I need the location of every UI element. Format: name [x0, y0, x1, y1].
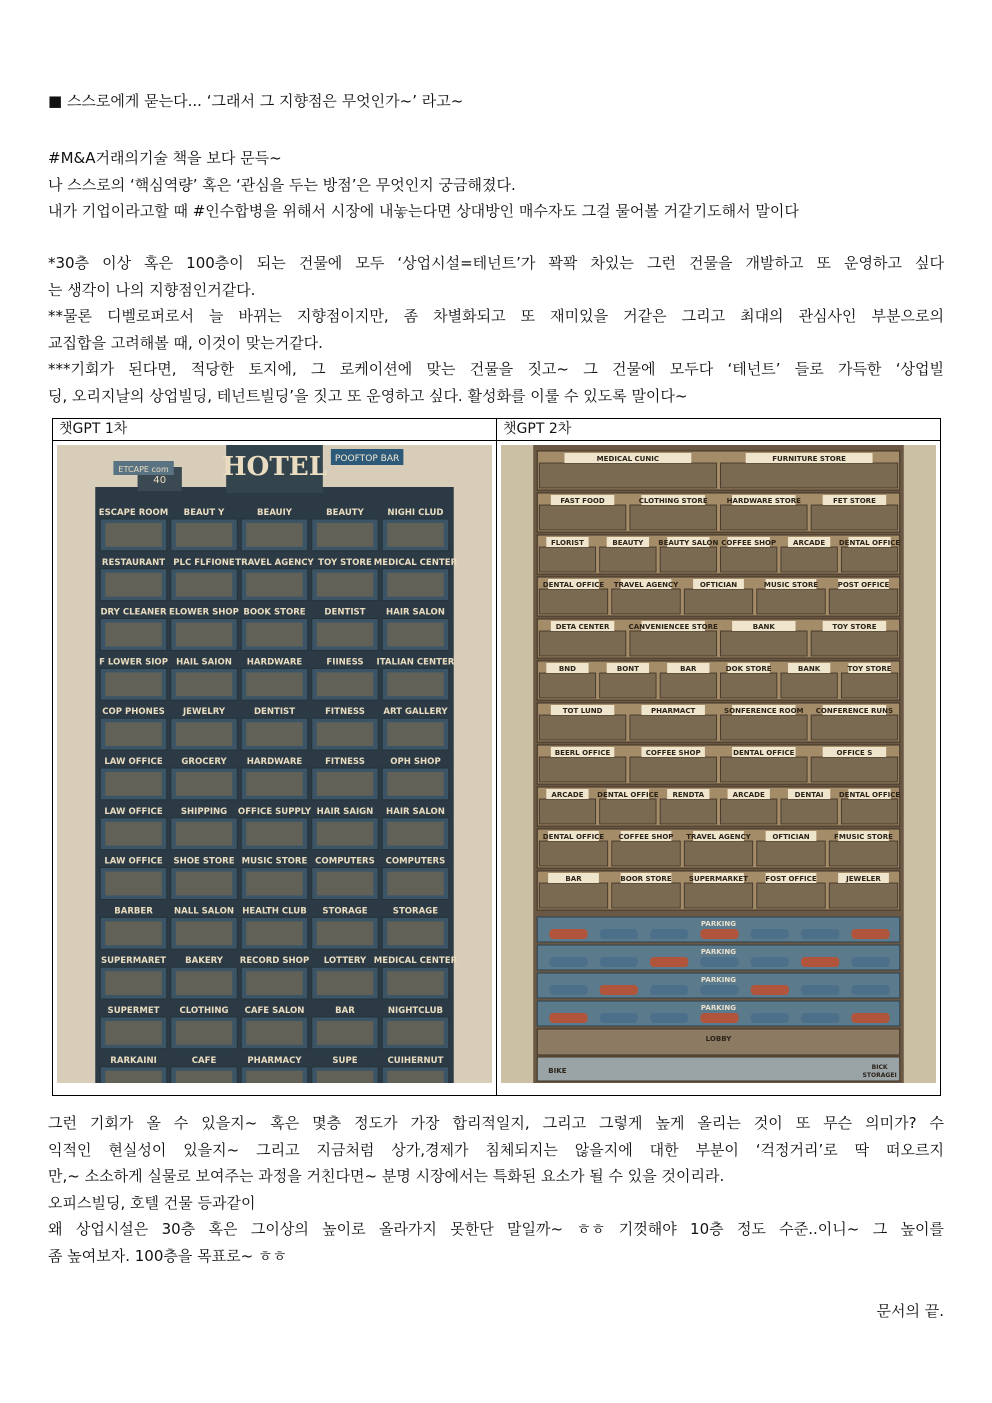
shop-room — [721, 757, 808, 782]
shop-interior — [387, 872, 443, 896]
shop-sign: CLOTHING — [179, 1006, 229, 1016]
shop-sign: FITNESS — [325, 757, 365, 767]
shop-interior — [105, 921, 161, 945]
shop-sign: RARKAINI — [110, 1055, 157, 1066]
outro-line: 익적인 현실성이 있을지~ 그리고 지금처럼 상가,경제가 침체되지는 않을지에 대한 부분이 ‘걱정거리’로 딱 떠오르지 — [48, 1140, 944, 1159]
shop-room — [829, 841, 897, 866]
col2-header: 챗GPT 2차 — [497, 419, 941, 441]
shop-sign: JEWELER — [846, 874, 881, 883]
shop-sign: LAW OFFICE — [104, 757, 163, 767]
shop-interior — [176, 573, 232, 597]
shop-interior — [176, 523, 232, 547]
shop-interior — [246, 971, 302, 995]
shop-sign: HAIR SAIGN — [316, 806, 374, 817]
escape-sign: ETCAPE com — [118, 465, 169, 474]
shop-interior — [387, 1021, 443, 1045]
notes-line: *30층 이상 혹은 100층이 되는 건물에 모두 ‘상업시설=테넌트’가 꽉꽉 차있는 그런 건물을 개발하고 또 운영하고 싶다 — [48, 254, 944, 272]
shop-room — [630, 505, 717, 530]
shop-sign: TRAVEL AGENCY — [686, 832, 751, 841]
car — [549, 985, 587, 995]
shop-sign: COFFEE SHOP — [721, 538, 777, 547]
shop-sign: NIGHI CLUD — [387, 508, 444, 518]
shop-room — [600, 547, 656, 572]
shop-interior — [246, 921, 302, 945]
shop-sign: BEAUTY — [612, 538, 644, 547]
shop-sign: BND — [558, 664, 577, 673]
shop-sign: LAW OFFICE — [104, 806, 163, 817]
shop-sign: ARCADE — [551, 790, 584, 799]
shop-interior — [317, 921, 373, 945]
shop-sign: NIGHTCLUB — [387, 1006, 444, 1016]
shop-interior — [176, 872, 232, 896]
shop-interior — [387, 1071, 443, 1083]
shop-interior — [105, 822, 161, 846]
shop-sign: TOY STORE — [832, 622, 877, 631]
shop-interior — [105, 1021, 161, 1045]
shop-sign: FURNITURE STORE — [772, 454, 847, 463]
shop-interior — [387, 921, 443, 945]
shop-sign: FET STORE — [832, 496, 876, 505]
shop-room — [630, 715, 717, 740]
shop-sign: OFFICE S — [836, 748, 873, 757]
shop-room — [757, 841, 825, 866]
shop-interior — [246, 1021, 302, 1045]
shop-room — [612, 589, 680, 614]
shop-sign: SUPERMARET — [100, 956, 167, 967]
notes-line: 교집합을 고려해볼 때, 이것이 맞는거같다. — [48, 333, 323, 352]
shop-sign: BAKERY — [185, 956, 223, 967]
shop-room — [539, 799, 595, 824]
shop-interior — [246, 822, 302, 846]
image1-cell — [53, 441, 497, 1096]
shop-interior — [105, 523, 161, 547]
shop-sign: HAIL SAION — [176, 657, 232, 668]
shop-room — [757, 589, 825, 614]
shop-sign: BEAUTY — [326, 508, 364, 518]
car — [700, 1013, 738, 1023]
car — [549, 929, 587, 939]
shop-interior — [105, 971, 161, 995]
car — [751, 1013, 789, 1023]
car — [801, 1013, 839, 1023]
shop-room — [811, 505, 898, 530]
shop-sign: LOTTERY — [323, 956, 367, 967]
shop-sign: HARDWARE — [246, 657, 303, 668]
shop-sign: BONT — [616, 664, 639, 673]
intro-paragraph — [48, 145, 944, 225]
lobby-sign: LOBBY — [705, 1034, 732, 1043]
car — [700, 957, 738, 967]
shop-sign: COFFEE SHOP — [618, 832, 674, 841]
notes-line: **물론 디벨로퍼로서 늘 바뀌는 지향점이지만, 좀 차별화되고 또 재미있을 거같은 그리고 최대의 관심사인 부분으로의 — [48, 307, 944, 325]
intro-line: 나 스스로의 ‘핵심역량’ 혹은 ‘관심을 두는 방점’은 무엇인지 궁금해졌다. — [48, 175, 516, 194]
shop-sign: SONFERENCE ROOM — [724, 706, 804, 715]
shop-sign: CANVENIENCEE STORE — [628, 622, 718, 631]
shop-room — [539, 673, 595, 698]
shop-room — [539, 589, 607, 614]
shop-room — [721, 547, 777, 572]
shop-room — [539, 883, 607, 908]
shop-room — [684, 883, 752, 908]
shop-sign: MEDICAL CENTER — [373, 557, 458, 568]
shop-room — [612, 883, 680, 908]
shop-sign: MEDICAL CENTER — [373, 956, 458, 967]
shop-sign: SHIPPING — [180, 806, 228, 817]
car — [600, 929, 638, 939]
comparison-table — [52, 418, 941, 1096]
shop-interior — [246, 672, 302, 696]
shop-sign: SUPERMARKET — [688, 874, 749, 883]
shop-sign: PHARMACT — [651, 706, 696, 715]
shop-room — [757, 883, 825, 908]
car — [650, 957, 688, 967]
shop-room — [721, 799, 777, 824]
shop-room — [781, 673, 837, 698]
shop-interior — [387, 672, 443, 696]
shop-sign: CAFE — [191, 1055, 217, 1066]
shop-sign: COP PHONES — [102, 707, 165, 718]
parking-sign: PARKING — [700, 947, 737, 956]
car — [700, 985, 738, 995]
shop-sign: PLC FLFIONE — [173, 557, 235, 568]
car — [600, 1013, 638, 1023]
shop-room — [539, 715, 626, 740]
bike-level — [537, 1057, 900, 1081]
shop-sign: FAST FOOD — [560, 496, 605, 505]
shop-sign: CONFERENCE RUNS — [815, 706, 894, 715]
parking-sign: PARKING — [700, 1003, 737, 1012]
shop-sign: MUSIC STORE — [241, 856, 308, 867]
outro-line: 만,~ 소소하게 실물로 보여주는 과정을 거친다면~ 분명 시장에서는 특화된 요소가 될 수 있을 것이리라. — [48, 1167, 725, 1185]
shop-sign: DOK STORE — [725, 664, 772, 673]
car — [801, 985, 839, 995]
shop-sign: TOY STORE — [318, 557, 372, 568]
shop-room — [841, 799, 897, 824]
shop-interior — [176, 1071, 232, 1083]
col1-header: 챗GPT 1차 — [53, 419, 497, 441]
shop-room — [539, 547, 595, 572]
shop-interior — [246, 872, 302, 896]
shop-interior — [317, 722, 373, 746]
shop-room — [721, 715, 808, 740]
shop-sign: SHOE STORE — [173, 856, 235, 867]
car — [700, 929, 738, 939]
shop-room — [630, 757, 717, 782]
shop-room — [539, 841, 607, 866]
shop-interior — [246, 722, 302, 746]
shop-sign: CUIHERNUT — [387, 1055, 444, 1066]
shop-sign: LAW OFFICE — [104, 856, 163, 867]
shop-interior — [176, 672, 232, 696]
shop-sign: DENTAL OFFICE — [542, 580, 605, 589]
shop-room — [660, 673, 716, 698]
shop-room — [600, 673, 656, 698]
notes-paragraph — [48, 250, 944, 409]
shop-sign: GROCERY — [181, 757, 227, 767]
shop-sign: STORAGE — [392, 906, 439, 917]
parking-sign: PARKING — [700, 975, 737, 984]
shop-sign: OFTICIAN — [699, 580, 738, 589]
notes-line: 딩, 오리지날의 상업빌딩, 테넌트빌딩’을 짓고 또 운영하고 싶다. 활성화를 이룰 수 있도록 말이다~ — [48, 386, 688, 405]
shop-sign: POST OFFICE — [837, 580, 890, 589]
shop-sign: HARDWARE STORE — [726, 496, 801, 505]
shop-interior — [317, 623, 373, 647]
shop-sign: COMPUTERS — [315, 856, 375, 867]
shop-interior — [246, 573, 302, 597]
shop-sign: DETA CENTER — [555, 622, 610, 631]
shop-sign: DENTAL OFFICE — [597, 790, 659, 799]
shop-sign: BEERL OFFICE — [554, 748, 611, 757]
shop-room — [841, 673, 897, 698]
shop-interior — [176, 822, 232, 846]
shop-interior — [105, 1071, 161, 1083]
car — [851, 1013, 889, 1023]
shop-room — [781, 547, 837, 572]
shop-interior — [105, 772, 161, 796]
car — [851, 929, 889, 939]
tower-image-1 — [57, 445, 492, 1083]
shop-sign: NALL SALON — [174, 906, 234, 917]
shop-sign: MUSIC STORE — [763, 580, 819, 589]
shop-sign: BANK — [752, 622, 775, 631]
shop-sign: TOT LUND — [562, 706, 603, 715]
shop-sign: DRY CLEANER — [100, 607, 167, 618]
shop-interior — [387, 523, 443, 547]
shop-room — [539, 757, 626, 782]
shop-room — [811, 715, 898, 740]
shop-sign: BARBER — [114, 906, 153, 917]
shop-interior — [387, 971, 443, 995]
shop-sign: STORAGE — [322, 906, 368, 917]
car — [751, 929, 789, 939]
shop-room — [781, 799, 837, 824]
shop-interior — [176, 971, 232, 995]
outro-paragraph — [48, 1110, 944, 1269]
shop-interior — [105, 623, 161, 647]
shop-sign: SUPE — [332, 1055, 358, 1066]
shop-interior — [387, 772, 443, 796]
car — [751, 957, 789, 967]
bike-storage-sign: BICK — [871, 1064, 888, 1071]
car — [801, 957, 839, 967]
shop-sign: FOST OFFICE — [765, 874, 817, 883]
document-end: 문서의 끝. — [876, 1302, 944, 1320]
shop-room — [630, 631, 717, 656]
shop-interior — [105, 722, 161, 746]
shop-interior — [317, 1021, 373, 1045]
shop-sign: FIINESS — [326, 657, 364, 668]
shop-sign: RECORD SHOP — [239, 956, 310, 967]
shop-sign: BEAUT Y — [183, 508, 225, 518]
notes-line: ***기회가 된다면, 적당한 토지에, 그 로케이션에 맞는 건물을 짓고~ 그 건물에 모두다 ‘테넌트’ 들로 가득한 ‘상업빌 — [48, 360, 944, 378]
shop-sign: DENTAL OFFICE — [542, 832, 605, 841]
shop-sign: HEALTH CLUB — [242, 906, 307, 917]
bike-storage-sign: STORAGEI — [862, 1072, 897, 1079]
shop-interior — [246, 523, 302, 547]
shop-room — [841, 547, 897, 572]
shop-sign: JEWELRY — [182, 707, 226, 718]
shop-sign: ART GALLERY — [383, 707, 448, 718]
car — [549, 957, 587, 967]
car — [650, 1013, 688, 1023]
shop-interior — [105, 573, 161, 597]
shop-sign: ESCAPE ROOM — [98, 508, 169, 518]
shop-sign: PHARMACY — [247, 1055, 302, 1066]
shop-sign: ELOWER SHOP — [169, 607, 239, 618]
shop-interior — [246, 623, 302, 647]
shop-sign: DENTIST — [324, 607, 366, 618]
car — [600, 985, 638, 995]
car — [751, 985, 789, 995]
shop-interior — [317, 772, 373, 796]
shop-interior — [387, 822, 443, 846]
parking-sign: PARKING — [700, 919, 737, 928]
car — [801, 929, 839, 939]
shop-interior — [317, 872, 373, 896]
shop-room — [721, 673, 777, 698]
shop-sign: ARCADE — [732, 790, 765, 799]
image2-cell — [497, 441, 941, 1096]
shop-sign: BANK — [798, 664, 821, 673]
tower-image-2 — [501, 445, 936, 1083]
shop-sign: HARDWARE — [246, 757, 303, 767]
shop-sign: BAR — [335, 1006, 355, 1016]
intro-line: #M&A거래의기술 책을 보다 문득~ — [48, 149, 282, 167]
shop-sign: FITNESS — [325, 707, 365, 718]
shop-sign: HAIR SALON — [386, 806, 445, 817]
shop-sign: RESTAURANT — [101, 557, 166, 568]
shop-room — [539, 631, 626, 656]
shop-interior — [317, 523, 373, 547]
shop-sign: OFFICE SUPPLY — [237, 806, 312, 817]
shop-interior — [176, 722, 232, 746]
shop-interior — [176, 1021, 232, 1045]
intro-line: 내가 기업이라고할 때 #인수합병을 위해서 시장에 내놓는다면 상대방인 매수자도 그걸 물어볼 거같기도해서 말이다 — [48, 202, 799, 220]
shop-room — [721, 463, 898, 488]
shop-sign: BAR — [565, 874, 582, 883]
shop-room — [721, 631, 808, 656]
shop-sign: BEAUTY SALON — [658, 538, 719, 547]
shop-sign: FLORIST — [550, 538, 584, 547]
shop-room — [684, 841, 752, 866]
car — [650, 929, 688, 939]
shop-room — [829, 883, 897, 908]
shop-interior — [176, 623, 232, 647]
outro-line: 오피스빌딩, 호텔 건물 등과같이 — [48, 1193, 256, 1212]
shop-interior — [176, 921, 232, 945]
shop-sign: HAIR SALON — [386, 607, 445, 618]
shop-sign: BEAUIY — [256, 508, 293, 518]
heading: ■ 스스로에게 묻는다... ‘그래서 그 지향점은 무엇인가~’ 라고~ — [48, 92, 464, 110]
shop-room — [539, 463, 716, 488]
shop-sign: TRAVEL AGENCY — [235, 557, 314, 568]
outro-line: 그런 기회가 올 수 있을지~ 혹은 몇층 정도가 가장 합리적일지, 그리고 그렇게 높게 올리는 것이 또 무슨 의미가? 수 — [48, 1114, 944, 1132]
shop-sign: ITALIAN CENTER — [376, 657, 455, 668]
shop-room — [660, 799, 716, 824]
shop-interior — [105, 872, 161, 896]
shop-sign: SUPERMET — [107, 1006, 160, 1016]
shop-sign: DENTIST — [253, 707, 296, 718]
shop-interior — [246, 772, 302, 796]
car — [600, 957, 638, 967]
shop-interior — [317, 1071, 373, 1083]
shop-sign: BOOK STORE — [243, 607, 306, 618]
shop-sign: FMUSIC STORE — [834, 832, 893, 841]
rooftop-bar-sign: POOFTOP BAR — [334, 454, 400, 464]
car — [549, 1013, 587, 1023]
shop-interior — [387, 623, 443, 647]
bike-sign: BIKE — [548, 1066, 567, 1075]
shop-sign: OPH SHOP — [390, 757, 441, 767]
shop-sign: DENTAL OFFICE — [733, 748, 795, 757]
shop-room — [612, 841, 680, 866]
shop-sign: BAR — [680, 664, 697, 673]
shop-sign: TOY STORE — [847, 664, 892, 673]
car — [851, 985, 889, 995]
shop-interior — [105, 672, 161, 696]
shop-sign: DENTAL OFFICE — [838, 790, 901, 799]
shop-room — [721, 505, 808, 530]
shop-room — [600, 799, 656, 824]
shop-interior — [387, 722, 443, 746]
shop-interior — [387, 573, 443, 597]
car — [851, 957, 889, 967]
outro-line: 왜 상업시설은 30층 혹은 그이상의 높이로 올라가지 못한단 말일까~ ㅎㅎ 기껏해야 10층 정도 수준..이니~ 그 높이를 — [48, 1220, 944, 1238]
shop-sign: OFTICIAN — [772, 832, 810, 841]
shop-interior — [246, 1071, 302, 1083]
shop-sign: COFFEE SHOP — [645, 748, 701, 757]
shop-interior — [317, 672, 373, 696]
shop-interior — [317, 822, 373, 846]
shop-interior — [317, 573, 373, 597]
shop-sign: CLOTHING STORE — [638, 496, 708, 505]
shop-room — [660, 547, 716, 572]
shop-sign: F LOWER SIOP — [99, 657, 168, 668]
shop-sign: DENTAL OFFICE — [838, 538, 901, 547]
shop-sign: RENDTA — [672, 790, 705, 799]
car — [650, 985, 688, 995]
shop-sign: TRAVEL AGENCY — [613, 580, 679, 589]
notes-line: 는 생각이 나의 지향점인거같다. — [48, 280, 256, 299]
shop-sign: MEDICAL CUNIC — [596, 454, 660, 463]
shop-room — [829, 589, 897, 614]
shop-room — [684, 589, 752, 614]
shop-room — [811, 631, 898, 656]
hotel-sign: HOTEL — [221, 452, 328, 482]
shop-sign: COMPUTERS — [385, 856, 446, 867]
rooftop-sign: 40 — [153, 475, 167, 486]
shop-sign: DENTAI — [794, 790, 824, 799]
outro-line: 좀 높여보자. 100층을 목표로~ ㅎㅎ — [48, 1246, 287, 1265]
shop-sign: ARCADE — [793, 538, 826, 547]
shop-room — [811, 757, 898, 782]
shop-sign: BOOR STORE — [620, 874, 672, 883]
shop-interior — [176, 772, 232, 796]
shop-interior — [317, 971, 373, 995]
shop-sign: CAFE SALON — [244, 1006, 305, 1016]
shop-room — [539, 505, 626, 530]
